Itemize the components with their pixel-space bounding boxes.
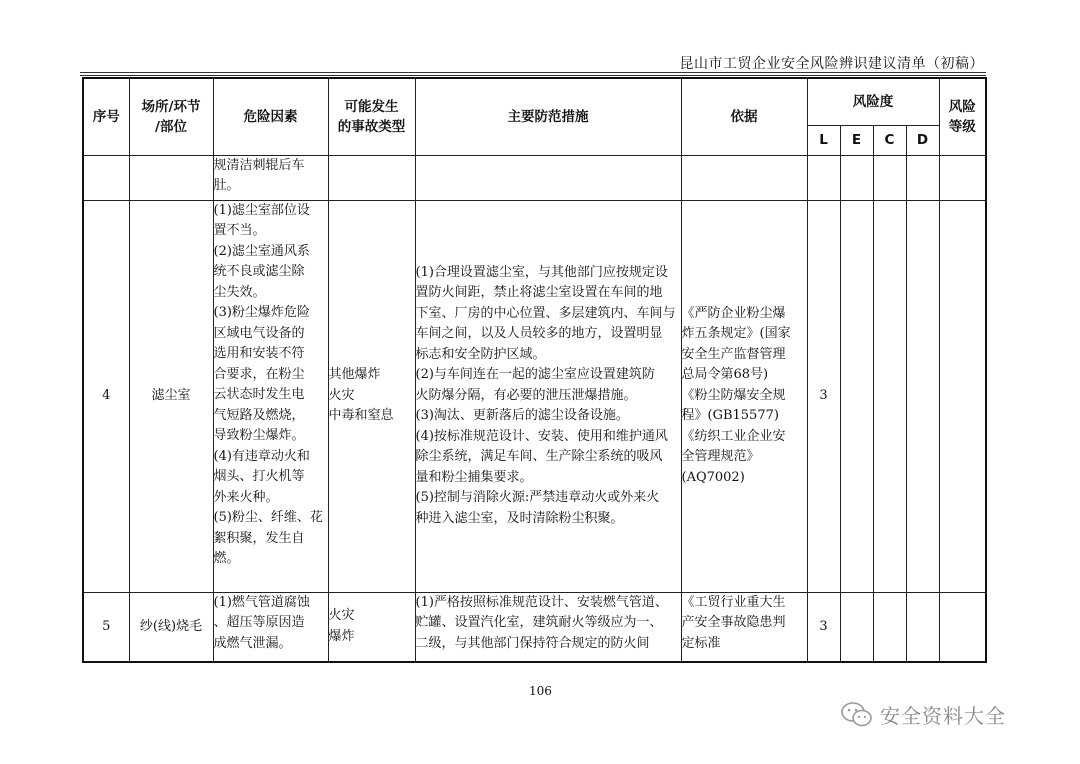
measures-line: 量和粉尘捕集要求。 — [415, 469, 533, 485]
cell-seq — [83, 155, 129, 200]
header-D: D — [906, 125, 939, 155]
basis-line: 炸五条规定》(国家 — [681, 326, 791, 342]
accident-line: 其他爆炸 — [328, 367, 381, 383]
measures-line: (5)控制与消除火源:严禁违章动火或外来火 — [415, 490, 660, 506]
cell-place — [129, 155, 213, 200]
measures-line: 置防火间距，禁止将滤尘室设置在车间的地 — [415, 285, 663, 301]
cell-L — [807, 592, 840, 662]
cell-L — [807, 200, 840, 592]
cell-text: 4 — [102, 387, 111, 403]
hazard-line: 气短路及燃烧， — [213, 407, 305, 423]
hazard-line: (5)粉尘、纤维、花 — [213, 510, 323, 525]
cell-seq — [83, 200, 129, 592]
cell-level — [939, 592, 986, 662]
header-risk-degree: 风险度 — [807, 78, 939, 125]
header-risk-level — [939, 78, 986, 155]
table-row — [83, 592, 986, 662]
header-E: E — [840, 125, 873, 155]
hazard-line: 尘失效。 — [213, 284, 266, 300]
measures-line: (3)淘汰、更新落后的滤尘设备设施。 — [415, 408, 629, 424]
hazard-line: 云状态时发生电 — [213, 387, 305, 402]
header-L: L — [807, 125, 840, 155]
accident-line: 火灾 — [328, 387, 355, 403]
cell-D — [906, 200, 939, 592]
header-measures: 主要防范措施 — [415, 78, 681, 155]
hazard-line: 絮积聚，发生自 — [213, 530, 305, 546]
hazard-line: 置不当。 — [213, 223, 266, 238]
header-C: C — [873, 125, 906, 155]
cell-D — [906, 155, 939, 200]
hazard-line: 燃。 — [213, 551, 240, 566]
header-place-line1: 场所/环节 — [141, 98, 201, 115]
cell-level — [939, 200, 986, 592]
watermark-text: 安全资料大全 — [880, 704, 1006, 728]
measures-line: 标志和安全防护区域。 — [415, 346, 546, 362]
wechat-icon — [840, 701, 874, 729]
hazard-line: (1)燃气管道腐蚀 — [213, 594, 310, 610]
measures-line: 火防爆分隔，有必要的泄压泄爆措施。 — [415, 387, 637, 403]
measures-line: (1)严格按照标准规范设计、安装燃气管道、 — [415, 594, 668, 610]
measures-line: (2)与车间连在一起的滤尘室应设置建筑防 — [415, 367, 655, 383]
hazard-line: 统不良或滤尘除 — [213, 264, 305, 279]
hazard-line: 区域电气设备的 — [213, 325, 305, 341]
cell-text: 滤尘室 — [151, 387, 191, 403]
cell-text: 3 — [819, 618, 828, 634]
hazard-line: 成燃气泄漏。 — [213, 635, 292, 651]
cell-C — [873, 592, 906, 662]
cell-text: 纱(线)烧毛 — [139, 618, 203, 634]
basis-line: (AQ7002) — [681, 469, 745, 485]
cell-accident — [328, 592, 415, 662]
header-basis: 依据 — [681, 78, 807, 155]
header-seq: 序号 — [83, 78, 129, 155]
header-place — [129, 78, 213, 155]
cell-L — [807, 155, 840, 200]
hazard-line: 规清洁刺辊后车 — [213, 157, 305, 173]
measures-line: 贮罐、设置汽化室，建筑耐火等级应为一、 — [415, 615, 663, 630]
measures-line: (4)按标准规范设计、安装、使用和维护通风 — [415, 428, 668, 444]
hazard-line: (3)粉尘爆炸危险 — [213, 305, 310, 320]
basis-line: 《粉尘防爆安全规 — [681, 387, 786, 403]
cell-hazard — [213, 592, 328, 662]
hazard-line: 选用和安装不符 — [213, 346, 305, 361]
header-place-line2: /部位 — [155, 118, 187, 135]
basis-line: 《纺织工业企业安 — [681, 428, 786, 444]
basis-line: 全管理规范》 — [681, 449, 760, 465]
measures-line: 车间之间，以及人员较多的地方，设置明显 — [415, 326, 663, 342]
cell-accident — [328, 200, 415, 592]
measures-line: 二级，与其他部门保持符合规定的防火间 — [415, 635, 650, 651]
header-accident-line2: 的事故类型 — [337, 118, 406, 135]
header-level-line1: 风险 — [948, 98, 976, 115]
hazard-line: 外来火种。 — [213, 489, 279, 505]
hazard-line: (1)滤尘室部位设 — [213, 202, 310, 218]
table-row — [83, 200, 986, 592]
table-body — [83, 155, 986, 662]
risk-table — [82, 77, 987, 663]
hazard-line: 、超压等原因造 — [213, 615, 305, 630]
measures-line: 除尘系统，满足车间、生产除尘系统的吸风 — [415, 449, 663, 465]
cell-E — [840, 592, 873, 662]
accident-line: 中毒和窒息 — [328, 408, 394, 424]
cell-hazard — [213, 200, 328, 592]
accident-line: 爆炸 — [328, 628, 355, 644]
cell-level — [939, 155, 986, 200]
basis-line: 定标准 — [681, 635, 721, 651]
basis-line: 程》(GB15577) — [681, 408, 779, 424]
cell-basis — [681, 592, 807, 662]
cell-hazard — [213, 155, 328, 200]
cell-place — [129, 592, 213, 662]
table-row — [83, 155, 986, 200]
cell-basis — [681, 200, 807, 592]
cell-basis — [681, 155, 807, 200]
basis-line: 安全生产监督管理 — [681, 346, 786, 362]
hazard-line: 肚。 — [213, 178, 240, 193]
header-level-line2: 等级 — [948, 118, 976, 135]
cell-C — [873, 155, 906, 200]
accident-line: 火灾 — [328, 608, 355, 624]
measures-line: (1)合理设置滤尘室，与其他部门应按规定设 — [415, 264, 668, 280]
cell-text: 5 — [102, 618, 111, 634]
cell-C — [873, 200, 906, 592]
cell-seq — [83, 592, 129, 662]
hazard-line: (4)有违章动火和 — [213, 448, 310, 464]
cell-measures — [415, 155, 681, 200]
basis-line: 总局令第68号) — [681, 367, 769, 383]
cell-place — [129, 200, 213, 592]
basis-line: 《严防企业粉尘爆 — [681, 305, 786, 321]
document-title: 昆山市工贸企业安全风险辨识建议清单（初稿） — [679, 56, 984, 72]
cell-accident — [328, 155, 415, 200]
header-rule — [80, 72, 986, 73]
header-accident-line1: 可能发生 — [344, 98, 399, 115]
watermark — [840, 700, 1006, 729]
hazard-line: 烟头、打火机等 — [213, 469, 305, 484]
cell-text: 3 — [819, 387, 828, 403]
basis-line: 产安全事故隐患判 — [681, 615, 786, 630]
header-rule — [80, 75, 986, 76]
cell-E — [840, 155, 873, 200]
cell-D — [906, 592, 939, 662]
page-number: 106 — [529, 684, 552, 698]
hazard-line: (2)滤尘室通风系 — [213, 243, 310, 259]
hazard-line: 合要求，在粉尘 — [213, 366, 305, 382]
header-accident — [328, 78, 415, 155]
hazard-line: 导致粉尘爆炸。 — [213, 428, 305, 443]
cell-measures — [415, 200, 681, 592]
basis-line: 《工贸行业重大生 — [681, 594, 786, 610]
header-hazard: 危险因素 — [213, 78, 328, 155]
measures-line: 下室、厂房的中心位置、多层建筑内、车间与 — [415, 305, 676, 321]
measures-line: 种进入滤尘室，及时清除粉尘积聚。 — [415, 510, 624, 526]
cell-measures — [415, 592, 681, 662]
cell-E — [840, 200, 873, 592]
